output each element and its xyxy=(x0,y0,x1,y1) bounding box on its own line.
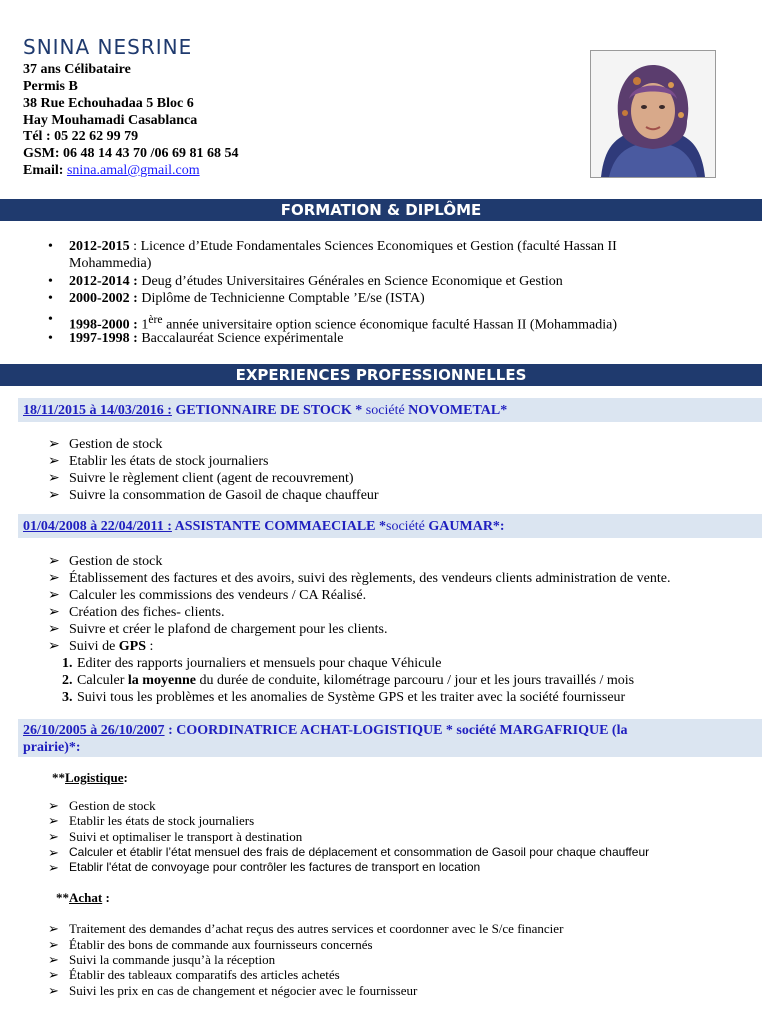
job-role: : COORDINATRICE ACHAT-LOGISTIQUE * société MARGAFRIQUE (la xyxy=(164,723,628,738)
subheading-prefix: ** xyxy=(56,890,69,905)
task-text: Suivre le règlement client (agent de recouvrement) xyxy=(69,471,354,486)
gps-bold: GPS xyxy=(118,639,147,654)
achat-task xyxy=(0,937,762,953)
task-text: Suivi la commande jusqu’à la réception xyxy=(69,952,276,967)
job-dates: 26/10/2005 à 26/10/2007 xyxy=(23,723,165,738)
task-text: Établir des tableaux comparatifs des articles achetés xyxy=(69,967,340,982)
arrow-icon: ➢ xyxy=(48,983,59,998)
arrow-icon: ➢ xyxy=(48,488,60,503)
formation-years: 2012-2015 xyxy=(69,239,130,254)
bullet-icon: • xyxy=(48,312,53,327)
email-line xyxy=(23,163,200,180)
subheading-prefix: ** xyxy=(52,770,65,785)
formation-item xyxy=(0,290,762,307)
arrow-icon: ➢ xyxy=(48,952,59,967)
arrow-icon: ➢ xyxy=(48,554,60,569)
formation-sup: ère xyxy=(148,313,163,326)
job-3-header xyxy=(23,722,743,756)
candidate-name: SNINA NESRINE xyxy=(23,35,193,59)
job-role: GETIONNAIRE DE STOCK * xyxy=(171,403,366,418)
bullet-icon: • xyxy=(48,239,53,254)
arrow-icon: ➢ xyxy=(48,588,60,603)
numbered-pre: Calculer xyxy=(77,673,128,688)
task-item xyxy=(0,436,762,453)
formation-text: Baccalauréat Science expérimentale xyxy=(137,331,344,346)
arrow-icon: ➢ xyxy=(48,860,59,875)
formation-years: 1998-2000 : xyxy=(69,317,138,333)
numbered-item xyxy=(0,655,762,672)
logistique-task xyxy=(0,798,762,814)
formation-text: Licence d’Etude Fondamentales Sciences Economiques et Gestion (faculté Hassan II xyxy=(140,239,617,254)
formation-text: Deug d’études Universitaires Générales en Science Economique et Gestion xyxy=(137,274,563,289)
numbered-bold: la moyenne xyxy=(127,673,196,688)
arrow-icon: ➢ xyxy=(48,798,59,813)
formation-section-header: FORMATION & DIPLÔME xyxy=(0,199,762,221)
item-number: 2. xyxy=(62,673,73,688)
numbered-text: Suivi tous les problèmes et les anomalies de Système GPS et les traiter avec la société fournisseur xyxy=(77,690,626,705)
portrait-image xyxy=(591,51,715,177)
task-item xyxy=(0,487,762,504)
address-line-1: 38 Rue Echouhadaa 5 Bloc 6 xyxy=(23,96,194,111)
formation-text-cont: Mohammedia) xyxy=(69,256,152,271)
formation-item xyxy=(0,330,762,347)
job-company: NOVOMETAL* xyxy=(404,403,508,418)
job-society-label: société xyxy=(365,403,405,418)
logistique-task xyxy=(0,813,762,829)
task-text: Suivre la consommation de Gasoil de chaque chauffeur xyxy=(69,488,379,503)
task-item xyxy=(0,470,762,487)
achat-task xyxy=(0,952,762,968)
age-status: 37 ans Célibataire xyxy=(23,62,131,77)
task-text: Établir des bons de commande aux fournisseurs concernés xyxy=(69,937,373,952)
formation-years: 2012-2014 : xyxy=(69,274,138,289)
phone-number: Tél : 05 22 62 99 79 xyxy=(23,129,139,144)
job-dates: 01/04/2008 à 22/04/2011 : xyxy=(23,519,172,534)
arrow-icon: ➢ xyxy=(48,571,60,586)
subheading-colon: : xyxy=(123,770,128,785)
formation-item xyxy=(0,273,762,290)
achat-task xyxy=(0,983,762,999)
task-text: Suivi et optimaliser le transport à destination xyxy=(69,829,303,844)
logistique-task xyxy=(0,845,762,861)
arrow-icon: ➢ xyxy=(48,454,60,469)
item-number: 1. xyxy=(62,656,73,671)
task-item xyxy=(0,587,762,604)
task-text: Gestion de stock xyxy=(69,437,163,452)
formation-separator: : xyxy=(129,239,141,254)
achat-task xyxy=(0,921,762,937)
driving-permit: Permis B xyxy=(23,79,78,94)
logistique-task xyxy=(0,860,762,876)
experiences-section-header: EXPERIENCES PROFESSIONNELLES xyxy=(0,364,762,386)
arrow-icon: ➢ xyxy=(48,967,59,982)
job-1-header xyxy=(23,403,507,419)
formation-text: année universitaire option science économique faculté Hassan II (Mohammadia) xyxy=(162,317,617,333)
job-role-cont: prairie)*: xyxy=(23,740,81,755)
arrow-icon: ➢ xyxy=(48,639,60,654)
bullet-icon: • xyxy=(48,331,53,346)
formation-years: 1997-1998 : xyxy=(69,331,138,346)
subheading-word: Achat xyxy=(69,890,103,905)
arrow-icon: ➢ xyxy=(48,622,60,637)
mobile-number: GSM: 06 48 14 43 70 /06 69 81 68 54 xyxy=(23,146,239,161)
achat-task xyxy=(0,967,762,983)
email-label: Email: xyxy=(23,163,67,178)
arrow-icon: ➢ xyxy=(48,813,59,828)
arrow-icon: ➢ xyxy=(48,937,59,952)
arrow-icon: ➢ xyxy=(48,921,59,936)
numbered-text: du durée de conduite, kilométrage parcouru / jour et les jours travaillés / mois xyxy=(195,673,635,688)
achat-subheading xyxy=(56,890,110,906)
numbered-text: Editer des rapports journaliers et mensuels pour chaque Véhicule xyxy=(77,656,442,671)
email-link[interactable]: snina.amal@gmail.com xyxy=(66,163,200,178)
task-item xyxy=(0,553,762,570)
task-text: Etablir l'état de convoyage pour contrôler les factures de transport en location xyxy=(69,860,481,874)
task-text: Gestion de stock xyxy=(69,554,163,569)
subheading-colon: : xyxy=(102,890,110,905)
task-item xyxy=(0,453,762,470)
task-item xyxy=(0,621,762,638)
formation-item xyxy=(0,311,762,333)
job-dates: 18/11/2015 à 14/03/2016 : xyxy=(23,403,172,418)
formation-years: 2000-2002 : xyxy=(69,291,138,306)
numbered-item xyxy=(0,689,762,706)
task-text: Suivre et créer le plafond de chargement pour les clients. xyxy=(69,622,388,637)
gps-post: : xyxy=(146,639,154,654)
task-text: Suivi les prix en cas de changement et négocier avec le fournisseur xyxy=(69,983,418,998)
task-text: Calculer les commissions des vendeurs / CA Réalisé. xyxy=(69,588,367,603)
task-text: Etablir les états de stock journaliers xyxy=(69,454,269,469)
task-item xyxy=(0,604,762,621)
logistique-subheading xyxy=(52,770,128,786)
address-line-2: Hay Mouhamadi Casablanca xyxy=(23,113,198,128)
arrow-icon: ➢ xyxy=(48,471,60,486)
task-text: Gestion de stock xyxy=(69,798,156,813)
task-text: Établissement des factures et des avoirs, suivi des règlements, des vendeurs clients administration de vente. xyxy=(69,571,671,586)
bullet-icon: • xyxy=(48,274,53,289)
profile-photo xyxy=(590,50,716,178)
item-number: 3. xyxy=(62,690,73,705)
task-text: Traitement des demandes d’achat reçus des autres services et coordonner avec le S/ce financier xyxy=(69,921,564,936)
formation-item xyxy=(0,238,762,272)
job-company: GAUMAR*: xyxy=(424,519,505,534)
gps-pre: Suivi de xyxy=(69,639,119,654)
logistique-task xyxy=(0,829,762,845)
formation-text: Diplôme de Technicienne Comptable ’E/se (ISTA) xyxy=(137,291,425,306)
arrow-icon: ➢ xyxy=(48,829,59,844)
formation-text-pre: 1 xyxy=(137,317,149,333)
arrow-icon: ➢ xyxy=(48,845,59,860)
bullet-icon: • xyxy=(48,291,53,306)
job-2-header xyxy=(23,519,505,535)
task-item xyxy=(0,570,762,587)
task-item-gps xyxy=(0,638,762,655)
arrow-icon: ➢ xyxy=(48,605,60,620)
job-society-label: société xyxy=(386,519,425,534)
task-text: Création des fiches- clients. xyxy=(69,605,225,620)
task-text: Calculer et établir l’état mensuel des frais de déplacement et consommation de Gasoil pour chaque chauffeur xyxy=(69,845,650,859)
subheading-word: Logistique xyxy=(65,770,124,785)
task-text: Etablir les états de stock journaliers xyxy=(69,813,255,828)
arrow-icon: ➢ xyxy=(48,437,60,452)
numbered-item xyxy=(0,672,762,689)
job-role: ASSISTANTE COMMAECIALE * xyxy=(171,519,387,534)
